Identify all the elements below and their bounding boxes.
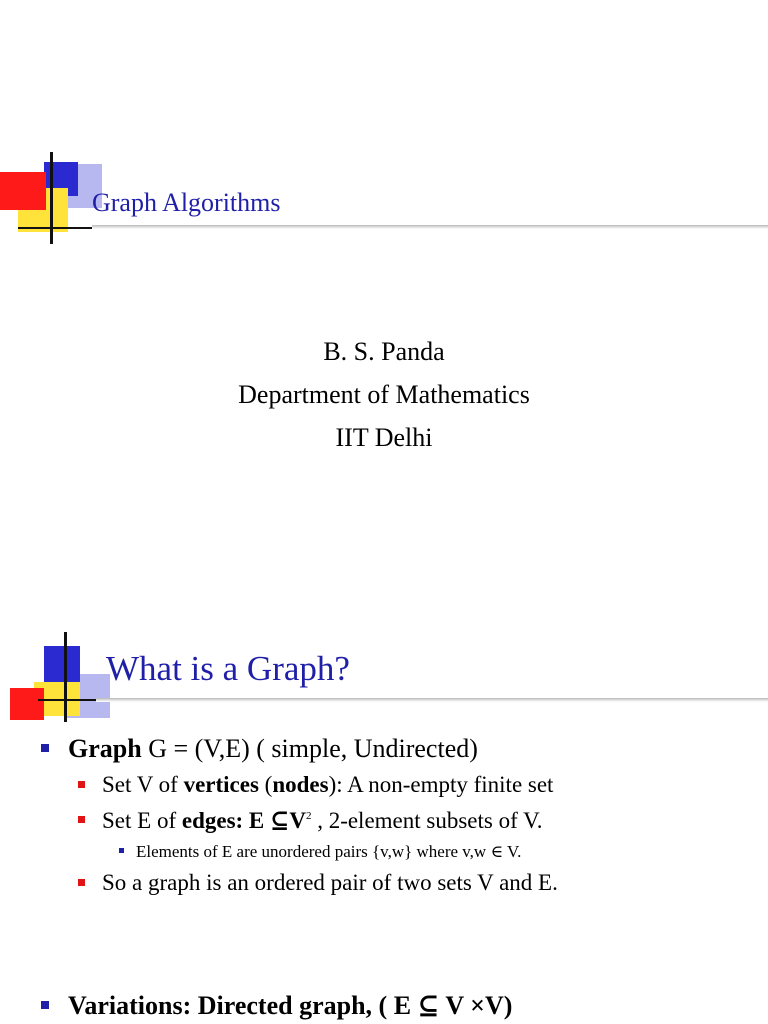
title-rule [96, 698, 768, 702]
subsubbullet-unordered-pairs: Elements of E are unordered pairs {v,w} where v,w ∈ V. [136, 842, 521, 862]
bullet-icon [78, 816, 85, 823]
bullet-icon [78, 781, 85, 788]
author-name: B. S. Panda [323, 337, 445, 366]
author-institution: IIT Delhi [335, 423, 433, 452]
element-of-symbol: ∈ [490, 842, 504, 862]
subset-symbol: ⊆ [270, 807, 290, 834]
slide-what-is-a-graph [0, 512, 768, 1024]
bullet-icon [41, 744, 49, 752]
title-rule [92, 225, 768, 229]
author-department: Department of Mathematics [238, 380, 530, 409]
bullet-variations: Variations: Directed graph, ( E ⊆ V ×V) [68, 991, 512, 1021]
slide-title-text: Graph Algorithms [92, 188, 281, 217]
subset-symbol: ⊆ [417, 991, 440, 1021]
bullet-icon [78, 879, 85, 886]
slide-logo-icon [10, 632, 110, 722]
bullet-graph-definition: Graph G = (V,E) ( simple, Undirected) [68, 734, 478, 764]
subbullet-vertices: Set V of vertices (nodes): A non-empty finite set [102, 772, 553, 798]
bullet-icon [119, 848, 124, 853]
subbullet-ordered-pair: So a graph is an ordered pair of two sets V and E. [102, 870, 558, 896]
subbullet-edges: Set E of edges: E $⊆V^2$ , 2-element subsets of V. [102, 807, 542, 834]
bullet-icon [41, 1001, 49, 1009]
slide-title-text: What is a Graph? [106, 649, 350, 688]
